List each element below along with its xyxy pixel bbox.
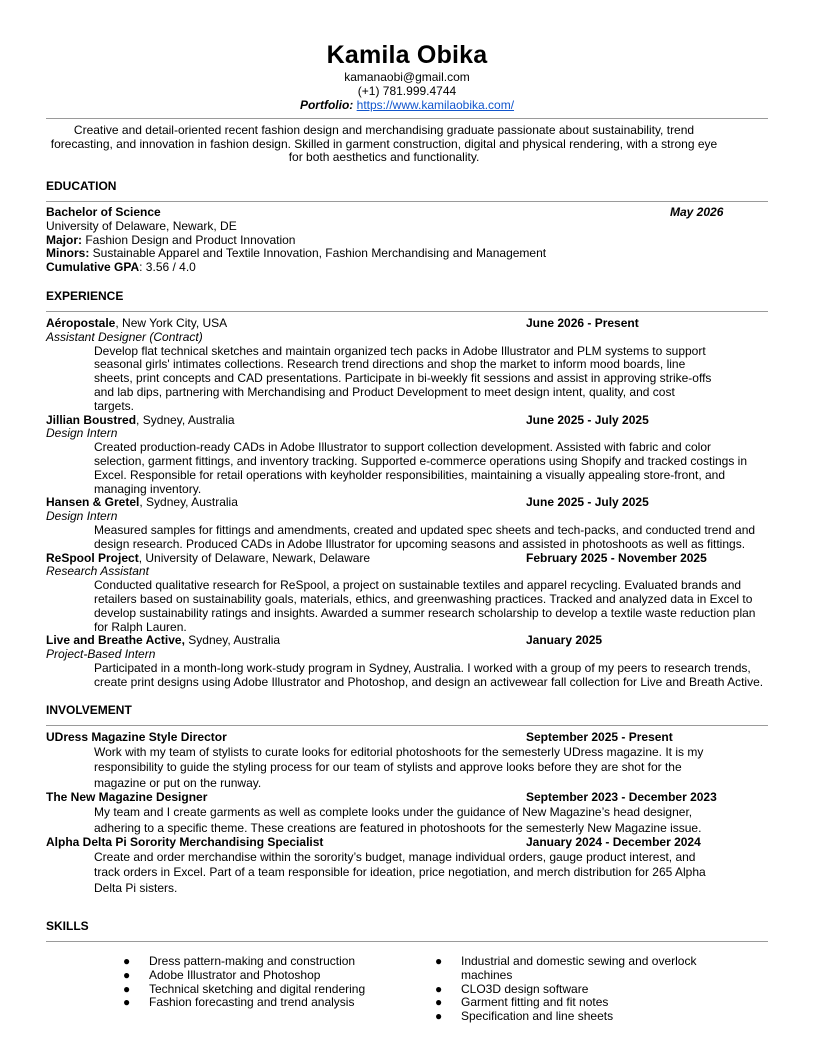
involvement-list [46,731,768,896]
summary-line: Creative and detail-oriented recent fashion design and merchandising graduate passionate about sustainability, trend [73,123,695,137]
summary-line: forecasting, and innovation in fashion design. Skilled in garment construction, digital and physical rendering, with a strong eye [50,136,718,151]
description-line: magazine or put on the runway. [94,775,262,790]
description-line: and lab dips, partnering with Merchandising and Product Development to meet design intent, quality, and cost [94,384,675,399]
skill-item [123,996,365,1010]
job-dates: June 2026 - Present [526,316,639,330]
description-line: retailers based on sustainability goals, materials, ethics, and greenwashing practices. Tracked and analyzed data in Excel to [94,591,753,606]
description-line: Measured samples for fittings and amendments, created and updated spec sheets and tech-packs, and conducted trend and [94,522,756,537]
description-line: develop sustainability ratings and insights. Awarded a summer research scholarship to develop a textile waste reduction plan [94,605,756,620]
skill-text: CLO3D design software [461,981,589,996]
involvement-heading: INVOLVEMENT [46,703,132,717]
portfolio-line [0,98,814,112]
job-role: Assistant Designer (Contract) [46,329,203,344]
description-line: selection, garment fittings, and inventory tracking. Supported e-commerce operations using Shopify and tracked costings in [94,453,748,468]
education-heading: EDUCATION [46,179,117,193]
job-dates: June 2025 - July 2025 [526,495,649,510]
gpa-label: Cumulative GPA [46,260,140,275]
experience-entry [46,414,768,497]
skill-text: machines [461,967,513,982]
summary-paragraph [44,124,724,165]
bullet-icon: ● [435,981,443,996]
portfolio-link[interactable]: https://www.kamilaobika.com/ [356,98,515,112]
experience-entry [46,634,768,689]
description-line: Created production-ready CADs in Adobe Illustrator to support collection development. Assisted with fabric and color [94,440,711,455]
description-line: design research. Produced CADs in Adobe Illustrator for upcoming seasons and assisted in photoshoots as well as fittings. [94,536,746,551]
experience-heading: EXPERIENCE [46,289,124,303]
education-entry [46,206,768,275]
skills-column-left [123,955,365,1010]
minors-value: Sustainable Apparel and Textile Innovation, Fashion Merchandising and Management [89,246,547,261]
skill-text: Fashion forecasting and trend analysis [149,995,355,1010]
skill-text: Adobe Illustrator and Photoshop [149,967,321,982]
involvement-dates: September 2025 - Present [526,730,673,744]
job-role: Design Intern [46,426,118,441]
bullet-icon: ● [435,954,443,968]
experience-divider [46,311,768,312]
involvement-entry [46,836,768,896]
description-line: Participated in a month-long work-study program in Sydney, Australia. I worked with a group of my peers to research trends, [94,660,751,675]
employer-name: Aéropostale [46,316,116,330]
employer-name: Hansen & Gretel [46,495,140,510]
skill-text: Dress pattern-making and construction [149,954,356,968]
experience-entry [46,552,768,635]
description-line: for Ralph Lauren. [94,619,187,634]
skills-heading: SKILLS [46,919,89,933]
skill-text: Specification and line sheets [461,1009,614,1024]
description-line: Work with my team of stylists to curate looks for editorial photoshoots for the semesterly UDress magazine. It is my [94,744,704,759]
major-value: Fashion Design and Product Innovation [82,232,296,247]
skill-text: Industrial and domestic sewing and overlock [461,954,697,968]
experience-list [46,317,768,690]
job-role: Research Assistant [46,564,149,579]
description-line: My team and I create garments as well as complete looks under the guidance of New Magazine’s head designer, [94,805,693,820]
involvement-description [94,745,768,792]
education-divider [46,201,768,202]
graduation-date: May 2026 [670,205,724,219]
major-label: Major: [46,232,82,247]
job-description [94,345,768,414]
description-line: adhering to a specific theme. These creations are featured in photoshoots for the semesterly New Magazine issue. [94,820,702,835]
employer-name: Live and Breathe Active, [46,633,185,648]
employer-location: Sydney, Australia [184,633,281,648]
skill-item [123,983,365,997]
employer-location: , Sydney, Australia [139,495,238,510]
phone-text: (+1) 781.999.4744 [357,84,457,98]
involvement-description [94,805,768,836]
description-line: Excel. Responsible for retail operations with keyholder responsibilities, maintaining a visually appealing store-front, and [94,467,726,482]
email-text: kamanaobi@gmail.com [344,70,470,84]
skill-text: Technical sketching and digital rendering [149,981,366,996]
skill-item [435,1010,696,1024]
candidate-name: Kamila Obika [326,41,488,69]
skills-divider [46,941,768,942]
bullet-icon: ● [123,981,131,996]
experience-entry [46,496,768,551]
resume-header [0,40,814,112]
job-dates: June 2025 - July 2025 [526,412,649,427]
employer-location: , University of Delaware, Newark, Delaware [138,550,371,565]
involvement-description [94,850,768,897]
description-line: Develop flat technical sketches and maintain organized tech packs in Adobe Illustrator and PLM systems to support [94,343,706,358]
involvement-title: UDress Magazine Style Director [46,730,227,744]
description-line: Conducted qualitative research for ReSpool, a project on sustainable textiles and apparel recycling. Evaluated brands and [94,578,742,593]
job-description [94,579,768,634]
involvement-divider [46,725,768,726]
skill-item [123,955,365,969]
involvement-dates: January 2024 - December 2024 [526,835,701,850]
job-description [94,441,768,496]
experience-entry [46,317,768,414]
header-divider [46,118,768,119]
gpa-value: : 3.56 / 4.0 [139,260,196,275]
involvement-title: The New Magazine Designer [46,790,208,805]
skill-text: Garment fitting and fit notes [461,995,609,1010]
description-line: Create and order merchandise within the sorority’s budget, manage individual orders, gauge product interest, and [94,849,696,864]
description-line: responsibility to guide the styling process for our team of stylists and approve looks before they are shot for the [94,760,682,775]
bullet-icon: ● [123,995,131,1010]
description-line: targets. [94,398,135,413]
involvement-dates: September 2023 - December 2023 [526,790,717,805]
bullet-icon: ● [123,954,131,968]
employer-name: Jillian Boustred [46,412,137,427]
skill-item [435,996,696,1010]
description-line: sheets, print concepts and CAD presentations. Participate in bi-weekly fit sessions and assist in approving strike-offs [94,371,712,386]
skill-item [435,983,696,997]
job-dates: January 2025 [526,633,603,648]
degree-title: Bachelor of Science [46,205,161,219]
job-description [94,524,768,552]
employer-location: , New York City, USA [115,316,228,330]
job-description [94,662,768,690]
involvement-entry [46,791,768,836]
skills-column-right [435,955,696,1024]
description-line: seasonal girls' intimates collections. Research trend directions and shop the market to inform mood boards, line [94,357,686,372]
description-line: Delta Pi sisters. [94,880,178,895]
employer-location: , Sydney, Australia [136,412,235,427]
bullet-icon: ● [435,1009,443,1024]
school-name: University of Delaware, Newark, DE [46,218,237,233]
description-line: track orders in Excel. Part of a team responsible for ideation, price negotiation, and merch distribution for 265 Alpha [94,865,706,880]
description-line: managing inventory. [94,481,202,496]
employer-name: ReSpool Project [46,550,139,565]
bullet-icon: ● [123,967,131,982]
description-line: create print designs using Adobe Illustrator and Photoshop, and design an activewear fall collection for Live and Breath Active. [94,674,764,689]
job-role: Project-Based Intern [46,647,156,662]
portfolio-label: Portfolio: [299,98,354,112]
job-dates: February 2025 - November 2025 [526,550,707,565]
skill-item [435,955,696,983]
minors-label: Minors: [46,246,90,261]
skill-item [123,969,365,983]
job-role: Design Intern [46,509,118,524]
involvement-entry [46,731,768,791]
bullet-icon: ● [435,995,443,1010]
involvement-title: Alpha Delta Pi Sorority Merchandising Specialist [46,835,324,850]
summary-line: for both aesthetics and functionality. [288,150,480,165]
